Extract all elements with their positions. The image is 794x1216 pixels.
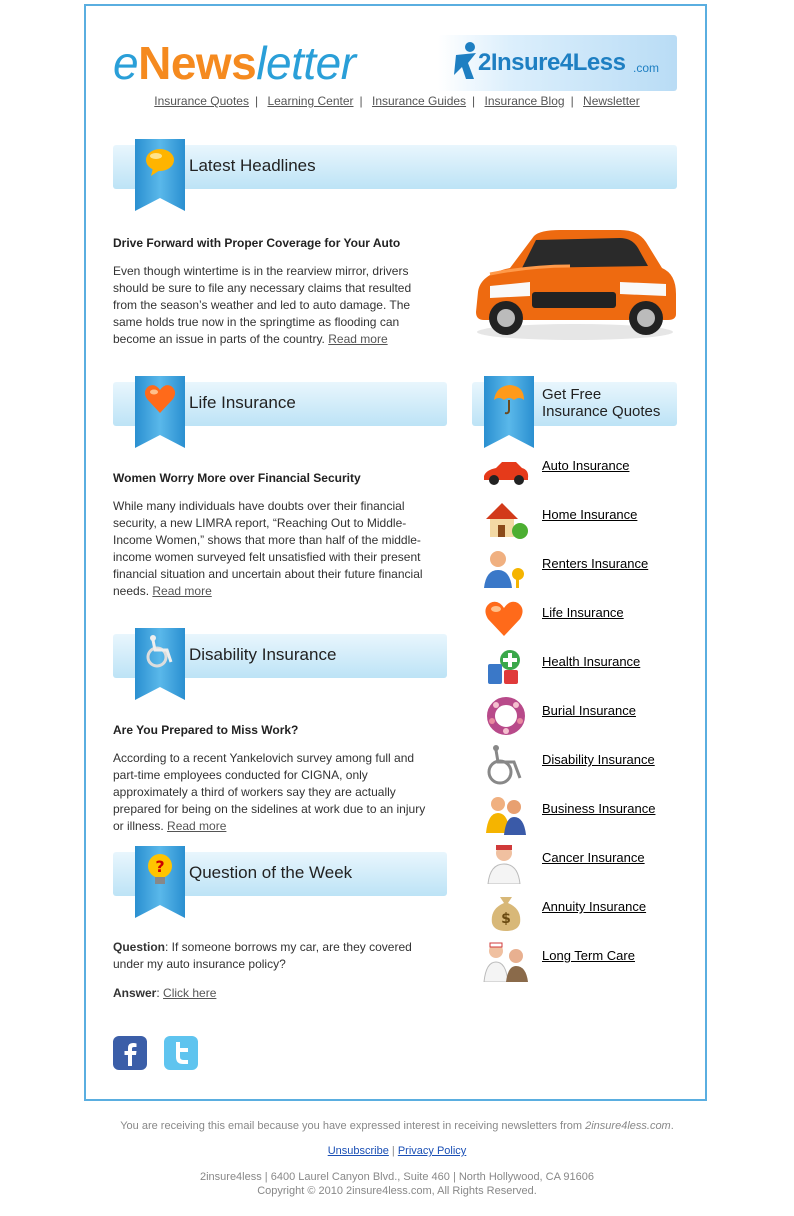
quote-item-burial[interactable] [482, 693, 682, 742]
answer-separator: : [156, 986, 164, 1000]
quote-link[interactable]: Business Insurance [542, 801, 656, 816]
answer-label: Answer [113, 986, 157, 1000]
lightbulb-question-icon [143, 852, 177, 886]
quote-link[interactable]: Annuity Insurance [542, 899, 647, 914]
quote-link[interactable]: Home Insurance [542, 507, 638, 522]
quotes-title-line2: Insurance Quotes [542, 403, 661, 420]
quote-link[interactable]: Auto Insurance [542, 458, 630, 473]
quote-item-cancer[interactable] [482, 840, 682, 889]
nav-insurance-guides[interactable]: Insurance Guides [371, 94, 467, 108]
question-text [113, 939, 433, 973]
nav-separator: | [570, 94, 574, 108]
heart-icon [143, 382, 177, 416]
section-header-question-of-the-week [113, 852, 447, 896]
brand-domain: .com [633, 61, 660, 75]
quotes-title [542, 386, 660, 420]
article-text: According to a recent Yankelovich survey among full and part-time employees conducted for CIGNA, only approximately a third of workers say they are actually prepared for being on the sidelines at work due to an injury or illness. [113, 751, 426, 833]
nav-separator: | [359, 94, 363, 108]
footer-notice-text: You are receiving this email because you have expressed interest in receiving newsletters from [120, 1120, 583, 1132]
unsubscribe-link[interactable]: Unsubscribe [327, 1145, 389, 1157]
footer-link-separator: | [391, 1145, 395, 1157]
renter-key-icon [482, 548, 530, 590]
article-title: Women Worry More over Financial Security [113, 471, 361, 485]
nav-separator: | [254, 94, 259, 108]
quote-item-health[interactable] [482, 644, 682, 693]
section-title: Disability Insurance [189, 645, 337, 664]
footer-notice-domain: 2insure4less.com [585, 1120, 671, 1132]
section-title: Life Insurance [189, 393, 296, 412]
question-body: : If someone borrows my car, are they covered under my auto insurance policy? [113, 940, 412, 971]
brand-figure-icon [452, 41, 480, 81]
article-title: Drive Forward with Proper Coverage for Your Auto [113, 236, 401, 250]
quotes-title-line1: Get Free [542, 386, 602, 403]
brand-name: 2Insure4Less [478, 49, 626, 76]
quote-link[interactable]: Renters Insurance [542, 556, 649, 571]
quote-item-renters[interactable] [482, 546, 682, 595]
car-icon [482, 450, 530, 492]
section-header-free-quotes [472, 382, 677, 426]
section-header-life-insurance [113, 382, 447, 426]
quote-link[interactable]: Cancer Insurance [542, 850, 645, 865]
nav-newsletter[interactable]: Newsletter [583, 94, 640, 108]
umbrella-icon [492, 382, 526, 416]
answer-text [113, 985, 433, 1002]
top-nav [0, 94, 794, 108]
quote-link[interactable]: Burial Insurance [542, 703, 636, 718]
article-body [113, 263, 431, 348]
medicine-icon [482, 646, 530, 688]
article-body [113, 750, 439, 835]
footer-notice [0, 1120, 794, 1132]
quote-link[interactable]: Long Term Care [542, 948, 635, 963]
facebook-icon[interactable] [113, 1036, 147, 1070]
enewsletter-logo [113, 37, 356, 89]
money-bag-icon [482, 891, 530, 933]
nurse-elderly-icon [482, 940, 530, 982]
twitter-icon[interactable] [164, 1036, 198, 1070]
wreath-icon [482, 695, 530, 737]
quote-link[interactable]: Disability Insurance [542, 752, 655, 767]
article-body [113, 498, 435, 600]
section-title: Latest Headlines [189, 156, 316, 175]
wheelchair-icon [143, 634, 177, 668]
section-title: Question of the Week [189, 863, 353, 882]
article-title: Are You Prepared to Miss Work? [113, 723, 299, 737]
facebook-glyph-icon [113, 1036, 147, 1070]
doctor-icon [482, 842, 530, 884]
svg-text:?: ? [155, 857, 165, 876]
logo-news: News [138, 37, 257, 89]
house-icon [482, 499, 530, 541]
footer-links [0, 1145, 794, 1157]
nav-learning-center[interactable]: Learning Center [267, 94, 354, 108]
quote-link[interactable]: Life Insurance [542, 605, 624, 620]
quote-item-annuity[interactable] [482, 889, 682, 938]
question-label: Question [113, 940, 166, 954]
heart-icon [482, 597, 530, 639]
wheelchair-icon [482, 744, 530, 786]
quote-link[interactable]: Health Insurance [542, 654, 641, 669]
article-text: Even though wintertime is in the rearview mirror, drivers should be sure to file any necessary claims that resulted from the season’s weather and led to auto damage. The same holds true now in the springtime as flooding can become an issue in parts of the country. [113, 264, 412, 346]
footer-notice-end: . [670, 1120, 674, 1132]
privacy-policy-link[interactable]: Privacy Policy [397, 1145, 467, 1157]
section-header-disability-insurance [113, 634, 447, 678]
business-people-icon [482, 793, 530, 835]
svg-text:$: $ [501, 911, 511, 927]
read-more-link[interactable]: Read more [328, 332, 388, 346]
quote-item-home[interactable] [482, 497, 682, 546]
brand-logo[interactable] [438, 35, 677, 91]
answer-link[interactable]: Click here [163, 986, 217, 1000]
logo-e: e [113, 37, 139, 89]
footer-address: 2insure4less | 6400 Laurel Canyon Blvd., Suite 460 | North Hollywood, CA 91606 [199, 1171, 594, 1183]
quote-list [482, 448, 682, 987]
quote-item-long-term-care[interactable] [482, 938, 682, 987]
section-header-latest-headlines [113, 145, 677, 189]
quote-item-disability[interactable] [482, 742, 682, 791]
quote-item-auto[interactable] [482, 448, 682, 497]
nav-insurance-blog[interactable]: Insurance Blog [484, 94, 565, 108]
speech-bubble-icon [143, 145, 177, 179]
nav-insurance-quotes[interactable]: Insurance Quotes [154, 94, 249, 108]
quote-item-life[interactable] [482, 595, 682, 644]
footer-copyright: Copyright © 2010 2insure4less.com, All Rights Reserved. [257, 1185, 537, 1197]
twitter-glyph-icon [164, 1036, 198, 1070]
newsletter-header [113, 35, 677, 91]
article-text: While many individuals have doubts over their financial security, a new LIMRA report, “Reaching Out to Middle-Income Women,” shows that more than half of the middle-income women surveyed felt unsatisfied with their present financial situation and uncertain about their future financial needs. [113, 499, 423, 598]
quote-item-business[interactable] [482, 791, 682, 840]
logo-letter: letter [256, 37, 356, 89]
read-more-link[interactable]: Read more [152, 584, 212, 598]
orange-car-image [470, 222, 680, 342]
nav-separator: | [472, 94, 476, 108]
read-more-link[interactable]: Read more [167, 819, 227, 833]
